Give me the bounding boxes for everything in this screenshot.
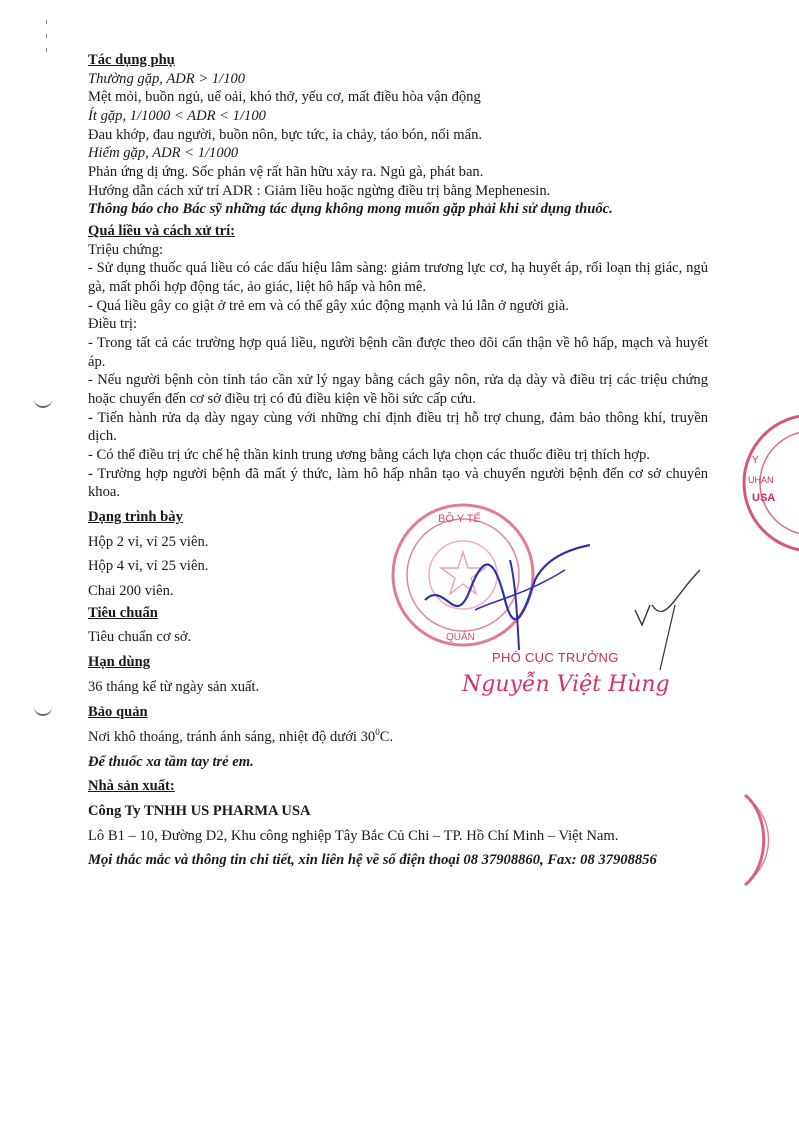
storage-text	[88, 727, 708, 747]
presentation-line: Hộp 4 vỉ, vỉ 25 viên.	[88, 558, 209, 575]
adr-management: Hướng dẫn cách xử trí ADR : Giảm liều hoặc ngừng điều trị bằng Mephenesin.	[88, 182, 551, 199]
expiry-heading: Hạn dùng	[88, 654, 151, 671]
common-text: Mệt mỏi, buồn ngủ, uể oải, khó thở, yếu cơ, mất điều hòa vận động	[88, 89, 481, 106]
treatment-item: - Trường hợp người bệnh đã mất ý thức, làm hô hấp nhân tạo và chuyển người bệnh đến cơ sở chuyên khoa.	[88, 465, 708, 501]
treatment-item: - Trong tất cả các trường hợp quá liều, người bệnh cần được theo dõi cẩn thận về hô hấp, mạch và huyết áp.	[88, 335, 708, 370]
standard-text: Tiêu chuẩn cơ sở.	[88, 629, 192, 646]
company-seal-fragment	[722, 408, 799, 558]
symptom-item: - Sử dụng thuốc quá liều có các dấu hiệu lâm sàng: giảm trương lực cơ, hạ huyết áp, rối loạn thị giác, ngủ gà, mất phối hợp động tác, ảo giác, liệt hô hấp và hôn mê.	[88, 260, 708, 296]
signature-initials	[630, 565, 710, 675]
manufacturer-heading: Nhà sản xuất:	[88, 778, 175, 795]
treatment-label: Điều trị:	[88, 316, 138, 333]
seal-fragment-edge	[725, 790, 799, 890]
manufacturer-company: Công Ty TNHH US PHARMA USA	[88, 803, 311, 820]
symptoms-label: Triệu chứng:	[88, 241, 164, 258]
uncommon-label: Ít gặp, 1/1000 < ADR < 1/100	[88, 108, 266, 125]
treatment-item: - Tiến hành rửa dạ dày ngay cùng với những chỉ định điều trị hỗ trợ chung, đảm bảo thông khí, truyền dịch.	[88, 409, 708, 445]
leaflet-text	[88, 48, 708, 870]
treatment-item: - Có thể điều trị ức chế hệ thần kinh trung ương bằng cách lựa chọn các thuốc điều trị thích hợp.	[88, 447, 650, 464]
symptom-item: - Quá liều gây co giật ở trẻ em và có thể gây xúc động mạnh và lú lẫn ở người già.	[88, 297, 569, 314]
manufacturer-contact: Mọi thắc mắc và thông tin chi tiết, xin liên hệ về số điện thoại 08 37908860, Fax: 08 37908856	[88, 852, 657, 869]
svg-text:USA: USA	[752, 492, 776, 504]
standard-heading: Tiêu chuẩn	[88, 604, 158, 621]
rare-label: Hiếm gặp, ADR < 1/1000	[88, 145, 239, 162]
common-label: Thường gặp, ADR > 1/100	[88, 70, 246, 87]
seal-top-text: BỘ Y TẾ	[438, 513, 481, 525]
side-effects-heading: Tác dụng phụ	[88, 52, 175, 68]
punch-hole-mark	[34, 396, 52, 408]
degree-superscript: 0	[375, 727, 380, 738]
official-name: Nguyễn Việt Hùng	[462, 672, 670, 697]
presentation-line: Chai 200 viên.	[88, 583, 174, 600]
doctor-notice: Thông báo cho Bác sỹ những tác dụng không mong muốn gặp phải khi sử dụng thuốc.	[88, 201, 613, 218]
treatment-item: - Nếu người bệnh còn tỉnh táo cần xử lý ngay bằng cách gây nôn, rửa dạ dày và điều trị các triệu chứng hoặc chuyển đến cơ sở điều trị có đủ điều kiện về hồi sức cấp cứu.	[88, 372, 708, 408]
signature-mark	[415, 540, 605, 660]
punch-hole-mark	[34, 704, 52, 716]
uncommon-text: Đau khớp, đau người, buồn nôn, bực tức, ỉa chảy, táo bón, nổi mẩn.	[88, 126, 483, 143]
child-warning: Để thuốc xa tầm tay trẻ em.	[88, 753, 254, 770]
presentation-line: Hộp 2 vỉ, vỉ 25 viên.	[88, 533, 209, 550]
margin-mark	[46, 34, 47, 38]
svg-text:UHAN: UHAN	[748, 475, 774, 485]
seal-bottom-text: QUẢN	[446, 632, 475, 643]
rare-text: Phản ứng dị ứng. Sốc phản vệ rất hãn hữu xảy ra. Ngủ gà, phát ban.	[88, 164, 484, 181]
margin-mark	[46, 48, 47, 52]
storage-heading: Bảo quản	[88, 703, 148, 720]
storage-text-main: Nơi khô thoáng, tránh ánh sáng, nhiệt độ dưới 30	[88, 729, 376, 746]
manufacturer-address: Lô B1 – 10, Đường D2, Khu công nghiệp Tây Bắc Củ Chi – TP. Hồ Chí Minh – Việt Nam.	[88, 827, 619, 844]
presentation-heading: Dạng trình bày	[88, 509, 183, 526]
margin-mark	[46, 20, 47, 24]
storage-text-unit: C.	[379, 729, 394, 746]
svg-text:Y: Y	[752, 455, 759, 466]
overdose-heading: Quá liều và cách xử trí:	[88, 223, 235, 240]
official-title: PHÓ CỤC TRƯỞNG	[492, 650, 619, 665]
expiry-text: 36 tháng kể từ ngày sản xuất.	[88, 678, 260, 695]
